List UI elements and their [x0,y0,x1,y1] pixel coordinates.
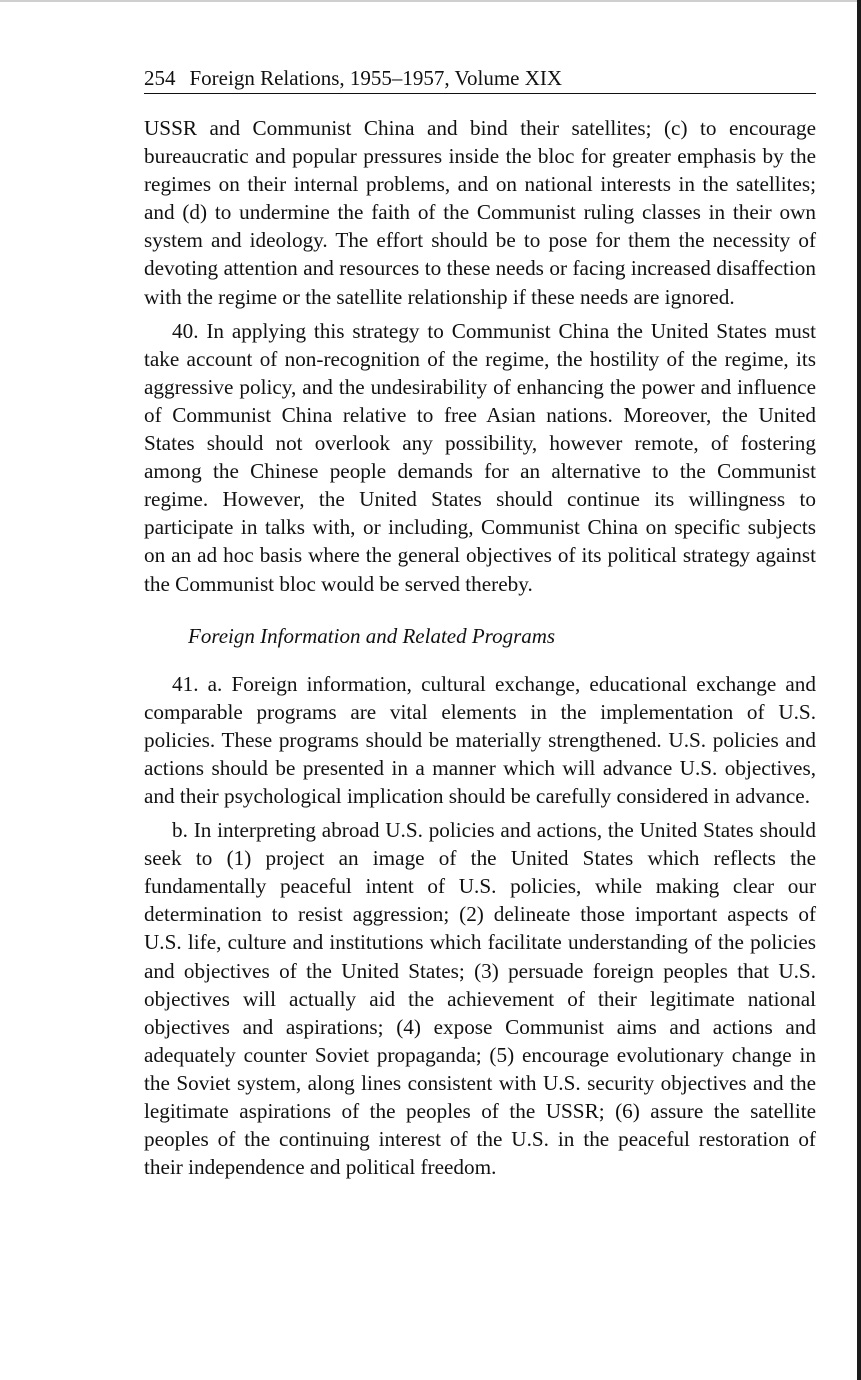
document-page [144,64,816,1187]
page-number: 254 [144,66,176,90]
paragraph-40: 40. In applying this strategy to Communist China the United States must take account of non-recognition of the regime, the hostility of the regime, its aggressive policy, and the undesirability of enhancing the power and influence of Communist China relative to free Asian nations. Moreover, the United States should not overlook any possibility, however remote, of fostering among the Chinese people demands for an alternative to the Communist regime. However, the United States should continue its willingness to participate in talks with, or including, Communist China on specific subjects on an ad hoc basis where the general objectives of its political strategy against the Communist bloc would be served thereby. [144,318,816,596]
scan-top-edge [0,0,861,2]
scan-right-edge [857,0,861,1380]
paragraph-41a: 41. a. Foreign information, cultural exchange, educational exchange and comparable programs are vital elements in the implementation of U.S. policies. These programs should be materially strengthened. U.S. policies and actions should be presented in a manner which will advance U.S. objectives, and their psychological implication should be carefully considered in advance. [144,671,816,808]
paragraph-continued: USSR and Communist China and bind their satellites; (c) to encourage bureaucratic and popular pressures inside the bloc for greater emphasis by the regimes on their internal problems, and on national interests in the satellites; and (d) to undermine the faith of the Communist ruling classes in their own system and ideology. The effort should be to pose for them the necessity of devoting attention and resources to these needs or facing increased disaffection with the regime or the satellite relationship if these needs are ignored. [144,116,816,309]
running-header [144,64,816,94]
running-title: Foreign Relations, 1955–1957, Volume XIX [189,66,563,90]
paragraph-41b: b. In interpreting abroad U.S. policies and actions, the United States should seek to (1) project an image of the United States which reflects the fundamentally peaceful intent of U.S. policies, while making clear our determination to resist aggression; (2) delineate those important aspects of U.S. life, culture and institutions which facilitate understanding of the policies and objectives of the United States; (3) persuade foreign peoples that U.S. objectives will actually aid the achievement of their legitimate national objectives and aspirations; (4) expose Communist aims and actions and adequately counter Soviet propaganda; (5) encourage evolutionary change in the Soviet system, along lines consistent with U.S. security objectives and the legitimate aspirations of the peoples of the USSR; (6) assure the satellite peoples of the continuing interest of the U.S. in the peaceful restoration of their independence and political freedom. [144,818,816,1180]
section-heading: Foreign Information and Related Programs [188,623,556,648]
